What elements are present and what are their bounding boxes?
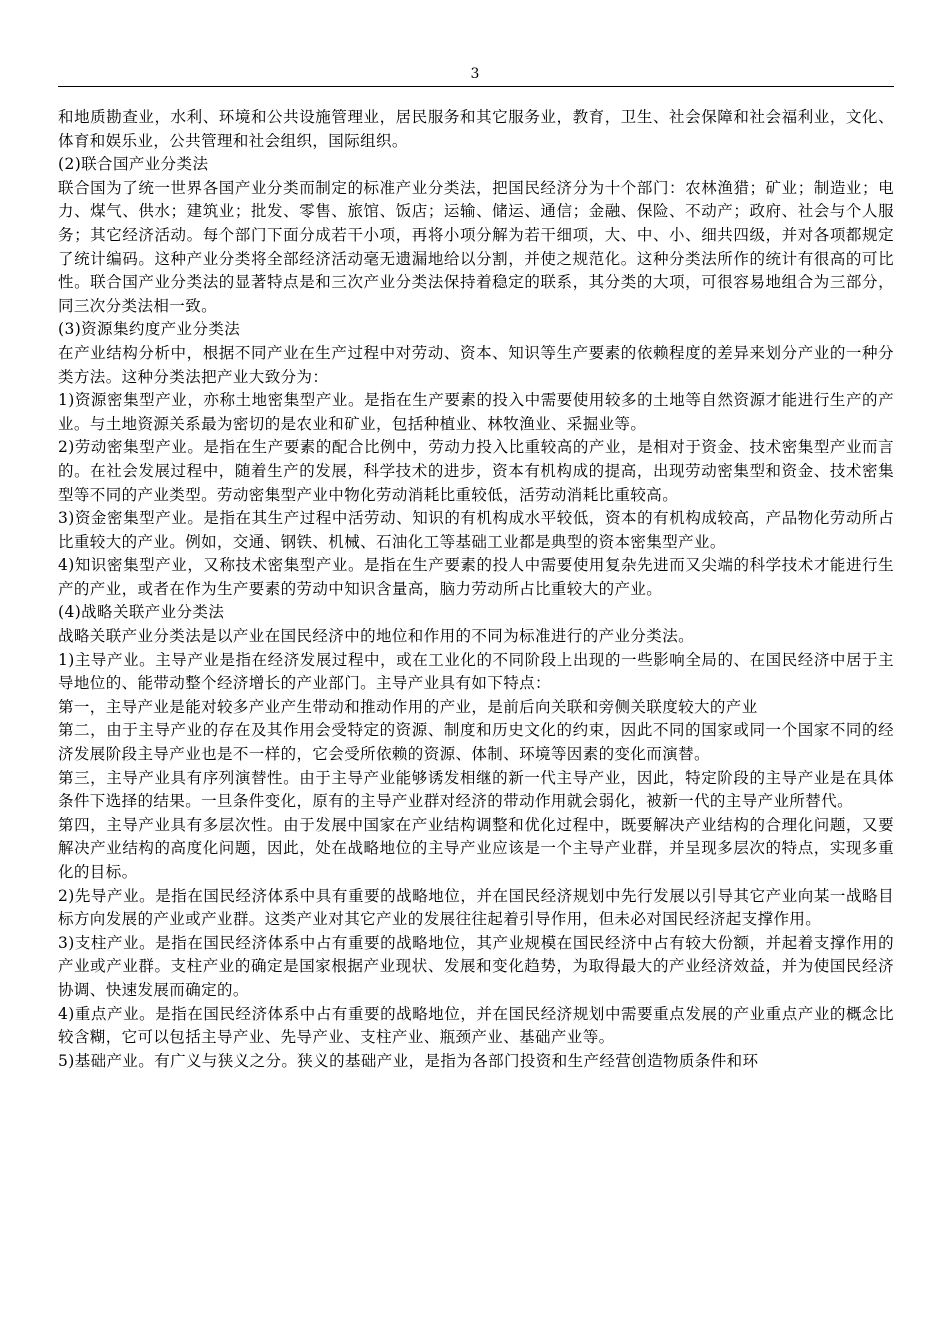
section-heading-strategic-linkage: (4)战略关联产业分类法 (58, 603, 225, 622)
list-item-pioneer-industry: 2)先导产业。是指在国民经济体系中具有重要的战略地位，并在国民经济规划中先行发展以引导其它产业向某一战略目标方向发展的产业或产业群。这类产业对其它产业的发展往往起着引导作用，但未必对国民经济起支撑作用。 (58, 886, 894, 929)
paragraph-strategic-linkage-intro: 战略关联产业分类法是以产业在国民经济中的地位和作用的不同为标准进行的产业分类法。 (58, 627, 695, 646)
header-rule (58, 86, 894, 87)
list-item-pillar-industry: 3)支柱产业。是指在国民经济体系中占有重要的战略地位，其产业规模在国民经济中占有较大份额，并起着支撑作用的产业或产业群。支柱产业的确定是国家根据产业现状、发展和变化趋势，为取得最大的产业经济效益，并为使国民经济协调、快速发展而确定的。 (58, 933, 894, 999)
section-heading-resource-intensity: (3)资源集约度产业分类法 (58, 320, 241, 339)
list-item-labor-intensive: 2)劳动密集型产业。是指在生产要素的配合比例中，劳动力投入比重较高的产业，是相对于资金、技术密集型产业而言的。在社会发展过程中，随着生产的发展，科学技术的进步，资本有机构成的提高，出现劳动密集型和资金、技术密集型等不同的产业类型。劳动密集型产业中物化劳动消耗比重较低，活劳动消耗比重较高。 (58, 438, 894, 504)
list-item-resource-intensive: 1)资源密集型产业，亦称土地密集型产业。是指在生产要素的投入中需要使用较多的土地等自然资源才能进行生产的产业。与土地资源关系最为密切的是农业和矿业，包括种植业、林牧渔业、采掘业等。 (58, 391, 894, 433)
document-body (58, 106, 894, 1073)
feature-item-second: 第二，由于主导产业的存在及其作用会受特定的资源、制度和历史文化的约束，因此不同的国家或同一个国家不同的经济发展阶段主导产业也是不一样的，它会受所依赖的资源、体制、环境等因素的变化而演替。 (58, 721, 894, 764)
list-item-capital-intensive: 3)资金密集型产业。是指在其生产过程中活劳动、知识的有机构成水平较低，资本的有机构成较高，产品物化劳动所占比重较大的产业。例如，交通、钢铁、机械、石油化工等基础工业都是典型的资本密集型产业。 (58, 509, 894, 551)
paragraph-un-classification: 联合国为了统一世界各国产业分类而制定的标准产业分类法，把国民经济分为十个部门：农林渔猎；矿业；制造业；电力、煤气、供水；建筑业；批发、零售、旅馆、饭店；运输、储运、通信；金融、保险、不动产；政府、社会与个人服务；其它经济活动。每个部门下面分成若干小项，再将小项分解为若干细项，大、中、小、细共四级，并对各项都规定了统计编码。这种产业分类将全部经济活动毫无遗漏地给以分割，并使之规范化。这种分类法所作的统计有很高的可比性。联合国产业分类法的显著特点是和三次产业分类法保持着稳定的联系，其分类的大项，可很容易地组合为三部分，同三次分类法相一致。 (58, 178, 894, 315)
feature-item-third: 第三，主导产业具有序列演替性。由于主导产业能够诱发相继的新一代主导产业，因此，特定阶段的主导产业是在具体条件下选择的结果。一旦条件变化，原有的主导产业群对经济的带动作用就会弱化，被新一代的主导产业所替代。 (58, 768, 894, 811)
page-number: 3 (470, 66, 480, 82)
feature-item-first: 第一，主导产业是能对较多产业产生带动和推动作用的产业，是前后向关联和旁侧关联度较大的产业 (58, 697, 758, 716)
list-item-basic-industry: 5)基础产业。有广义与狭义之分。狭义的基础产业，是指为各部门投资和生产经营创造物质条件和环 (58, 1051, 759, 1070)
section-heading-un-classification: (2)联合国产业分类法 (58, 155, 209, 174)
feature-item-fourth: 第四，主导产业具有多层次性。由于发展中国家在产业结构调整和优化过程中，既要解决产业结构的合理化问题，又要解决产业结构的高度化问题，因此，处在战略地位的主导产业应该是一个主导产业群，并呈现多层次的特点，实现多重化的目标。 (58, 815, 894, 881)
list-item-knowledge-intensive: 4)知识密集型产业，又称技术密集型产业。是指在生产要素的投人中需要使用复杂先进而又尖端的科学技术才能进行生产的产业，或者在作为生产要素的劳动中知识含量高，脑力劳动所占比重较大的产业。 (58, 556, 894, 598)
paragraph-continuation: 和地质勘查业，水利、环境和公共设施管理业，居民服务和其它服务业，教育，卫生、社会保障和社会福利业，文化、体育和娱乐业，公共管理和社会组织，国际组织。 (58, 108, 894, 150)
list-item-leading-industry: 1)主导产业。主导产业是指在经济发展过程中，或在工业化的不同阶段上出现的一些影响全局的、在国民经济中居于主导地位的、能带动整个经济增长的产业部门。主导产业具有如下特点： (58, 650, 894, 693)
paragraph-resource-intensity-intro: 在产业结构分析中，根据不同产业在生产过程中对劳动、资本、知识等生产要素的依赖程度的差异来划分产业的一种分类方法。这种分类法把产业大致分为： (58, 343, 894, 386)
list-item-key-industry: 4)重点产业。是指在国民经济体系中占有重要的战略地位，并在国民经济规划中需要重点发展的产业重点产业的概念比较含糊，它可以包括主导产业、先导产业、支柱产业、瓶颈产业、基础产业等。 (58, 1004, 894, 1047)
